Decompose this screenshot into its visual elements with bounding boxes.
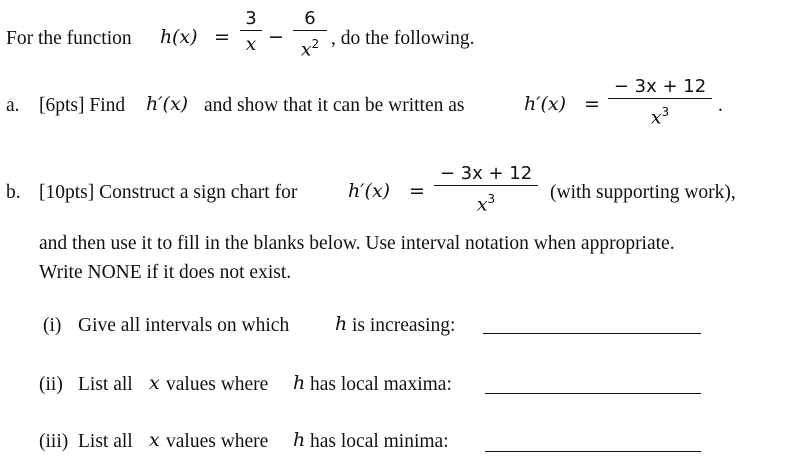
intro-fraction-1-denominator: x	[245, 33, 257, 55]
denominator-variable: x	[300, 38, 312, 61]
part-b-derivative: h′(x)	[348, 180, 391, 202]
part-a-period: .	[718, 95, 723, 116]
part-b-line-2: and then use it to fill in the blanks below. Use interval notation when appropriate.	[39, 233, 675, 254]
part-b-marker: b.	[6, 182, 21, 203]
answer-blank-increasing[interactable]	[483, 333, 701, 334]
intro-fraction-1-numerator: 3	[245, 8, 257, 29]
answer-blank-local-maxima[interactable]	[485, 393, 701, 394]
denominator-variable: x	[650, 106, 662, 129]
item-ii-variable-h: h	[293, 372, 306, 394]
part-a-text: [6pts] Find	[39, 95, 126, 116]
intro-tail: , do the following.	[331, 28, 475, 49]
part-a-fraction	[608, 76, 712, 132]
item-ii-label: (ii)	[39, 374, 63, 395]
part-a-numerator: − 3x + 12	[613, 76, 707, 97]
intro-fraction-2	[293, 8, 327, 64]
item-ii-post: has local maxima:	[310, 374, 452, 395]
intro-fraction-1	[240, 8, 262, 57]
part-a-equals: =	[584, 93, 600, 115]
part-a-derivative-2: h′(x)	[524, 93, 567, 115]
item-iii-variable-h: h	[293, 429, 306, 451]
part-b-text: [10pts] Construct a sign chart for	[39, 182, 298, 203]
intro-function-arg: (x)	[172, 26, 198, 48]
intro-function-name: h	[160, 26, 173, 48]
item-i-post: is increasing:	[352, 315, 456, 336]
part-a-marker: a.	[6, 95, 20, 116]
item-ii-variable-x: x	[149, 372, 160, 394]
item-iii-variable-x: x	[149, 429, 160, 451]
part-b-equals: =	[409, 180, 425, 202]
part-b-denominator	[477, 186, 495, 219]
item-iii-mid: values where	[166, 431, 269, 452]
item-i-variable: h	[335, 313, 348, 335]
item-iii-pre: List all	[78, 431, 133, 452]
item-i-label: (i)	[43, 315, 62, 336]
intro-lead: For the function	[6, 28, 132, 49]
part-b-fraction	[434, 163, 538, 219]
item-iii-post: has local minima:	[310, 431, 449, 452]
item-i-pre: Give all intervals on which	[78, 315, 290, 336]
denominator-exponent: 3	[487, 192, 496, 206]
answer-blank-local-minima[interactable]	[485, 451, 701, 452]
part-a-middle: and show that it can be written as	[204, 95, 465, 116]
intro-fraction-2-numerator: 6	[304, 8, 316, 29]
part-a-denominator	[651, 99, 669, 132]
denominator-exponent: 3	[661, 105, 670, 119]
part-b-after: (with supporting work),	[550, 182, 736, 203]
part-a-derivative: h′(x)	[146, 93, 189, 115]
item-ii-mid: values where	[166, 374, 269, 395]
item-iii-label: (iii)	[39, 431, 69, 452]
denominator-exponent: 2	[311, 37, 320, 51]
part-b-numerator: − 3x + 12	[439, 163, 533, 184]
intro-equals: =	[214, 26, 230, 48]
part-b-line-3: Write NONE if it does not exist.	[39, 262, 292, 283]
denominator-variable: x	[476, 193, 488, 216]
intro-minus: −	[268, 26, 284, 48]
item-ii-pre: List all	[78, 374, 133, 395]
intro-fraction-2-denominator	[301, 31, 319, 64]
